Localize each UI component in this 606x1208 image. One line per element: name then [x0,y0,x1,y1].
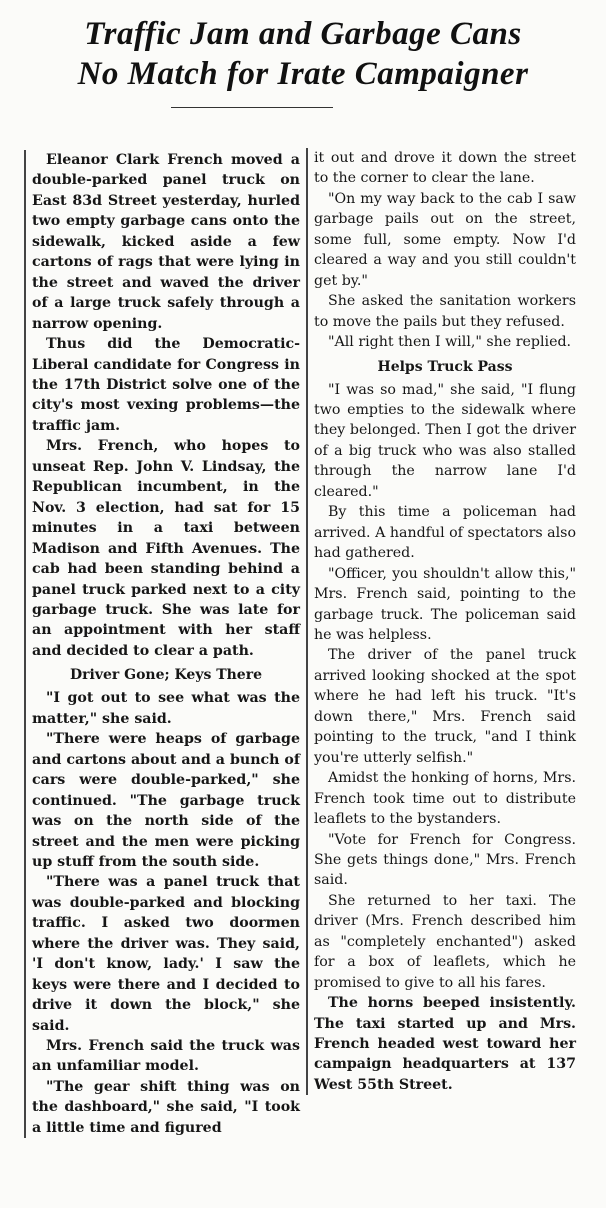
paragraph: "On my way back to the cab I saw garbage pails out on the street, some full, some empty. Now I'd cleared a way and you still couldn't get by." [314,190,576,289]
paragraph: "I was so mad," she said, "I flung two empties to the sidewalk where they belonged. Then I got the driver of a big truck who was also stalled through the narrow lane I'd cleared." [314,381,576,500]
subheading: Driver Gone; Keys There [70,667,262,684]
headline-line-1: Traffic Jam and Garbage Cans [84,16,522,52]
paragraph: it out and drove it down the street to the corner to clear the lane. [314,150,576,187]
paragraph: Amidst the honking of horns, Mrs. French took time out to distribute leaflets to the bystanders. [314,770,576,828]
headline-rule [171,107,333,108]
paragraph: Mrs. French said the truck was an unfamiliar model. [32,1038,300,1075]
headline-line-2: No Match for Irate Campaigner [77,56,529,92]
paragraph: By this time a policeman had arrived. A handful of spectators also had gathered. [314,504,576,562]
paragraph: The horns beeped insistently. The taxi started up and Mrs. French headed west toward her campaign headquarters at 137 West 55th Street. [314,995,576,1093]
paragraph: She returned to her taxi. The driver (Mrs. French described him as "completely enchanted") asked for a box of leaflets, which he promised to give to all his fares. [314,892,576,991]
paragraph: "Vote for French for Congress. She gets things done," Mrs. French said. [314,831,576,889]
paragraph: "There was a panel truck that was double-parked and blocking traffic. I asked two doormen where the driver was. They said, 'I don't know, lady.' I saw the keys were there and I decided to drive it down the block," she said. [32,874,300,1034]
paragraph: "There were heaps of garbage and cartons about and a bunch of cars were double-parked," she continued. "The garbage truck was on the north side of the street and the men were picking up stuff from the south side. [32,731,300,870]
article-column-right [306,148,576,1095]
paragraph: Eleanor Clark French moved a double-parked panel truck on East 83d Street yesterday, hurled two empty garbage cans onto the sidewalk, kicked aside a few cartons of rags that were lying in the street and waved the driver of a large truck safely through a narrow opening. [32,152,300,332]
paragraph: The driver of the panel truck arrived looking shocked at the spot where he had left his truck. "It's down there," Mrs. French said pointing to the truck, "and I think you're utterly selfish." [314,647,576,766]
paragraph: "I got out to see what was the matter," she said. [32,690,300,727]
paragraph: Thus did the Democratic-Liberal candidate for Congress in the 17th District solve one of the city's most vexing problems—the traffic jam. [32,336,300,434]
paragraph: Mrs. French, who hopes to unseat Rep. John V. Lindsay, the Republican incumbent, in the Nov. 3 election, had sat for 15 minutes in a taxi between Madison and Fifth Avenues. The cab had been standing behind a panel truck parked next to a city garbage truck. She was late for an appointment with her staff and decided to clear a path. [32,438,300,659]
paragraph: She asked the sanitation workers to move the pails but they refused. [314,293,576,330]
subheading: Helps Truck Pass [377,358,513,375]
paragraph: "All right then I will," she replied. [328,334,572,351]
paragraph: "Officer, you shouldn't allow this," Mrs. French said, pointing to the garbage truck. The policeman said he was helpless. [314,565,576,643]
article-column-left [24,150,300,1138]
headline [0,14,606,94]
paragraph: "The gear shift thing was on the dashboard," she said, "I took a little time and figured [32,1078,300,1136]
